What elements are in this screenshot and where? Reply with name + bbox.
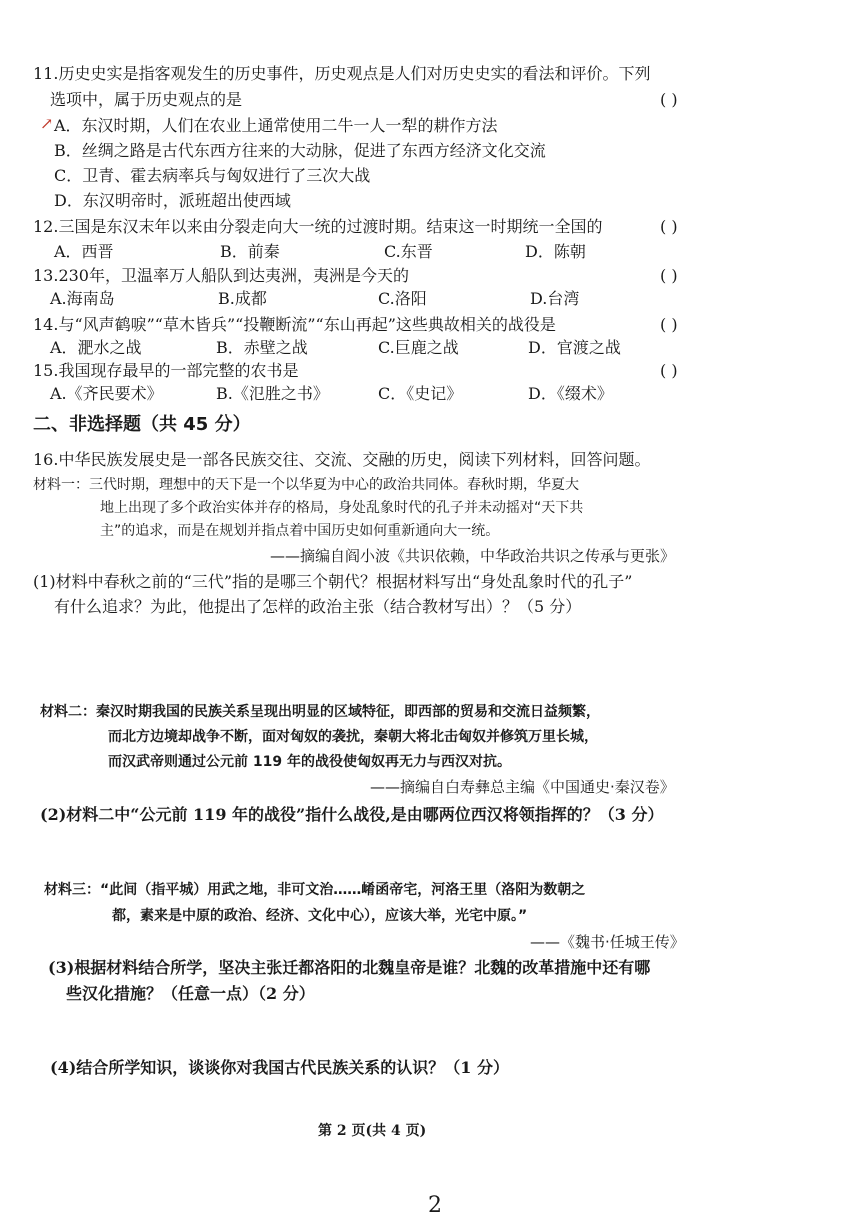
q12-option-a[interactable]: A．西晋 bbox=[54, 242, 114, 261]
q11-stem-line1: 11.历史史实是指客观发生的历史事件，历史观点是人们对历史史实的看法和评价。下列 bbox=[33, 64, 651, 83]
q13-option-a[interactable]: A.海南岛 bbox=[50, 289, 115, 308]
q16-intro: 16.中华民族发展史是一部各民族交往、交流、交融的历史，阅读下列材料，回答问题。 bbox=[33, 450, 651, 469]
q14-option-d[interactable]: D．官渡之战 bbox=[528, 338, 621, 357]
material-1-line2: 地上出现了多个政治实体并存的格局，身处乱象时代的孔子并未动摇对“天下共 bbox=[100, 500, 584, 516]
q15-option-a[interactable]: A.《齐民要术》 bbox=[50, 384, 163, 403]
q14-option-a[interactable]: A．淝水之战 bbox=[50, 338, 142, 357]
material-2-line3: 而汉武帝则通过公元前 119 年的战役使匈奴再无力与西汉对抗。 bbox=[108, 754, 511, 770]
check-mark-icon: ↗ bbox=[40, 114, 54, 133]
material-3-line1: 材料三：“此间（指平城）用武之地，非可文治……崤函帝宅，河洛王里（洛阳为数朝之 bbox=[44, 882, 586, 898]
q15-answer-paren[interactable]: ( ) bbox=[660, 361, 678, 380]
q13-stem: 13.230年，卫温率万人船队到达夷洲，夷洲是今天的 bbox=[33, 266, 409, 285]
q11-stem-line2: 选项中，属于历史观点的是 bbox=[50, 90, 243, 109]
page-footer: 第 2 页(共 4 页) bbox=[318, 1123, 427, 1139]
q11-option-c[interactable]: C．卫青、霍去病率兵与匈奴进行了三次大战 bbox=[54, 166, 371, 185]
q16-part1-line1: (1)材料中春秋之前的“三代”指的是哪三个朝代？根据材料写出“身处乱象时代的孔子” bbox=[33, 572, 633, 591]
q14-option-b[interactable]: B．赤壁之战 bbox=[216, 338, 308, 357]
q16-part1-line2: 有什么追求？为此，他提出了怎样的政治主张（结合教材写出）？（5 分） bbox=[54, 597, 582, 616]
q12-option-c[interactable]: C.东晋 bbox=[384, 242, 433, 261]
material-3-source: ——《魏书·任城王传》 bbox=[530, 933, 685, 951]
q15-option-d[interactable]: D．《缀术》 bbox=[528, 384, 613, 403]
q11-option-b[interactable]: B．丝绸之路是古代东西方往来的大动脉，促进了东西方经济文化交流 bbox=[54, 141, 546, 160]
page-number: 2 bbox=[428, 1193, 442, 1218]
q16-part3-line2: 些汉化措施？（任意一点）（2 分） bbox=[66, 984, 315, 1003]
q16-part4: (4)结合所学知识，谈谈你对我国古代民族关系的认识？（1 分） bbox=[50, 1058, 509, 1077]
q15-option-c[interactable]: C．《史记》 bbox=[378, 384, 463, 403]
q11-answer-paren[interactable]: ( ) bbox=[660, 90, 678, 109]
section-title: 二、非选择题（共 45 分） bbox=[33, 414, 251, 435]
q13-option-d[interactable]: D.台湾 bbox=[530, 289, 580, 308]
q14-stem: 14.与“风声鹤唳”“草木皆兵”“投鞭断流”“东山再起”这些典故相关的战役是 bbox=[33, 315, 556, 334]
q16-part3-line1: (3)根据材料结合所学，坚决主张迁都洛阳的北魏皇帝是谁？北魏的改革措施中还有哪 bbox=[48, 958, 651, 977]
q14-option-c[interactable]: C.巨鹿之战 bbox=[378, 338, 459, 357]
q16-part2: (2)材料二中“公元前 119 年的战役”指什么战役,是由哪两位西汉将领指挥的？（3 分） bbox=[40, 805, 664, 824]
material-1-line1: 材料一：三代时期，理想中的天下是一个以华夏为中心的政治共同体。春秋时期，华夏大 bbox=[33, 477, 579, 493]
material-2-source: ——摘编自白寿彝总主编《中国通史·秦汉卷》 bbox=[370, 778, 675, 796]
material-1-line3: 主”的追求，而是在规划并指点着中国历史如何重新通向大一统。 bbox=[100, 523, 500, 539]
q11-option-d[interactable]: D．东汉明帝时，派班超出使西域 bbox=[54, 191, 291, 210]
q13-option-c[interactable]: C.洛阳 bbox=[378, 289, 427, 308]
material-2-line1: 材料二：秦汉时期我国的民族关系呈现出明显的区域特征，即西部的贸易和交流日益频繁， bbox=[40, 704, 600, 720]
q12-stem: 12.三国是东汉末年以来由分裂走向大一统的过渡时期。结束这一时期统一全国的 bbox=[33, 217, 603, 236]
q12-option-b[interactable]: B．前秦 bbox=[220, 242, 280, 261]
q13-answer-paren[interactable]: ( ) bbox=[660, 266, 678, 285]
q14-answer-paren[interactable]: ( ) bbox=[660, 315, 678, 334]
q11-option-a[interactable]: A．东汉时期，人们在农业上通常使用二牛一人一犁的耕作方法 bbox=[54, 116, 498, 135]
q12-option-d[interactable]: D．陈朝 bbox=[525, 242, 586, 261]
q15-stem: 15.我国现存最早的一部完整的农书是 bbox=[33, 361, 299, 380]
q12-answer-paren[interactable]: ( ) bbox=[660, 217, 678, 236]
material-2-line2: 而北方边境却战争不断，面对匈奴的袭扰，秦朝大将北击匈奴并修筑万里长城， bbox=[108, 729, 598, 745]
material-3-line2: 都，素来是中原的政治、经济、文化中心），应该大举，光宅中原。” bbox=[112, 908, 528, 924]
material-1-source: ——摘编自阎小波《共识依赖，中华政治共识之传承与更张》 bbox=[270, 547, 676, 565]
q15-option-b[interactable]: B.《氾胜之书》 bbox=[216, 384, 329, 403]
q13-option-b[interactable]: B.成都 bbox=[218, 289, 267, 308]
